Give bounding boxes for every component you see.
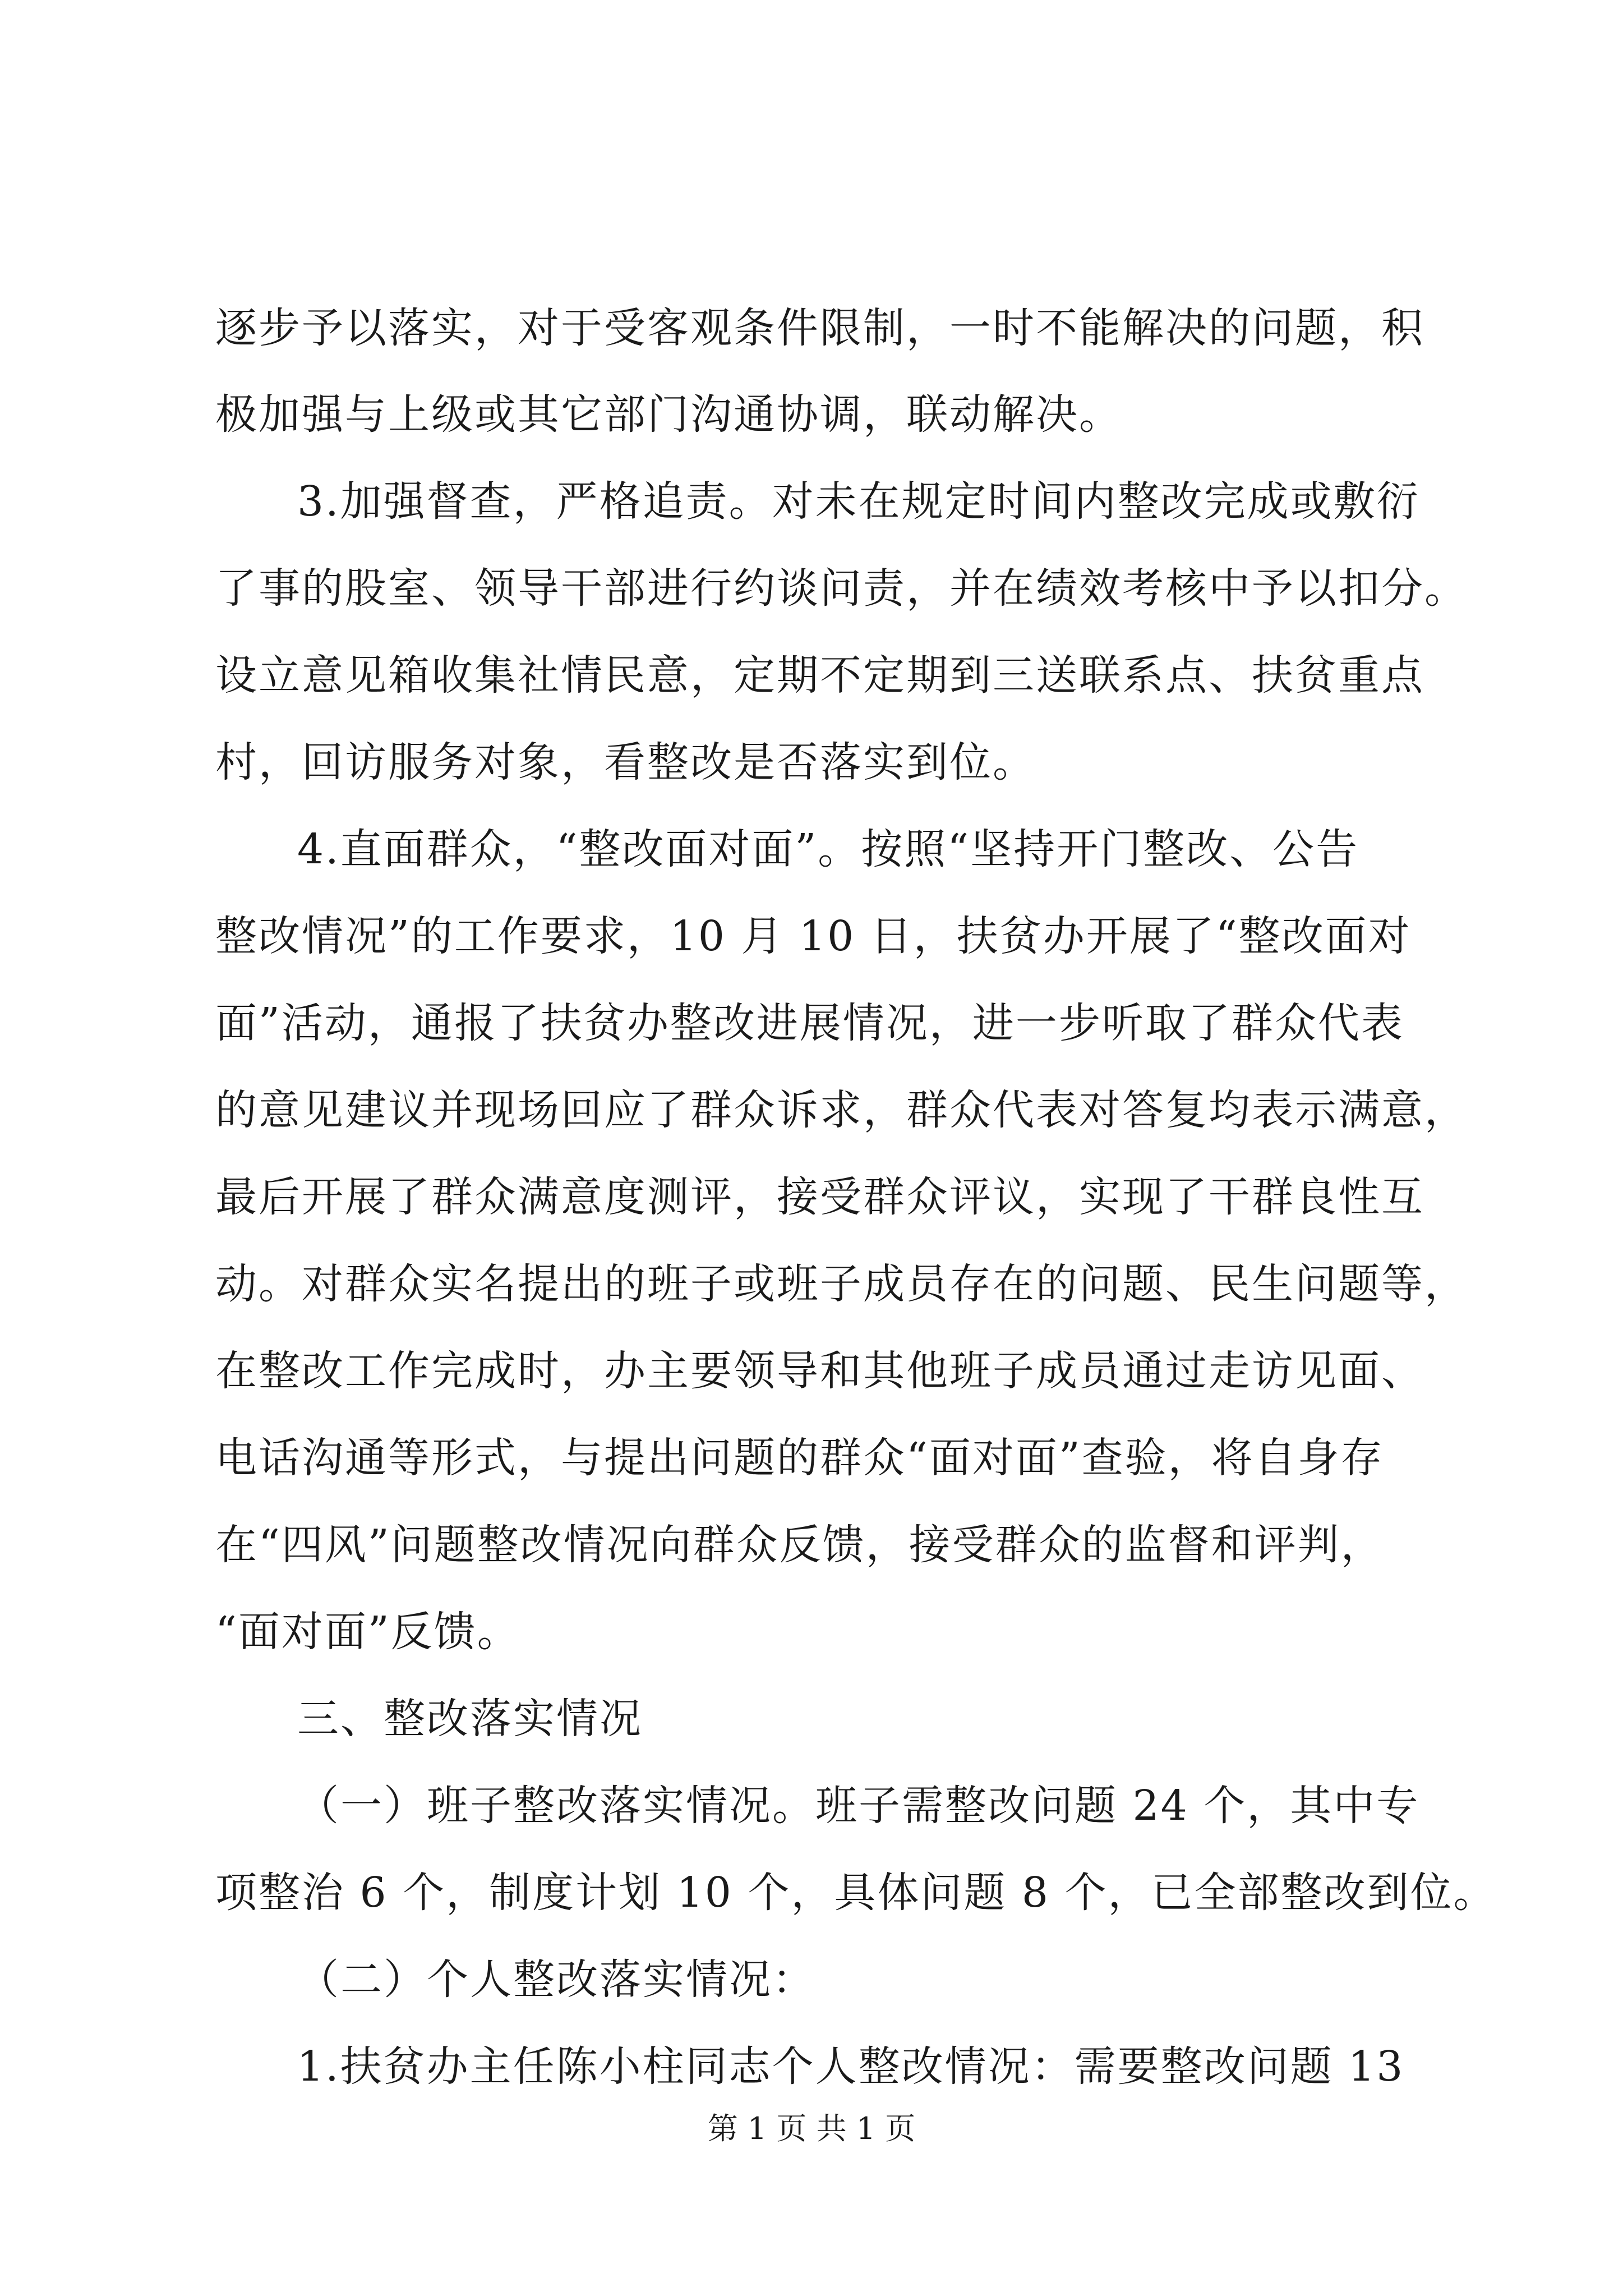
body-line: 4.直面群众，“整改面对面”。按照“坚持开门整改、公告 <box>297 825 1359 873</box>
body-line: （一）班子整改落实情况。班子需整改问题 24 个，其中专 <box>297 1782 1420 1830</box>
body-line: 逐步予以落实，对于受客观条件限制，一时不能解决的问题，积 <box>215 304 1424 352</box>
body-line: 电话沟通等形式，与提出问题的群众“面对面”查验，将自身存 <box>215 1434 1384 1482</box>
body-line: 的意见建议并现场回应了群众诉求，群众代表对答复均表示满意， <box>215 1086 1468 1134</box>
body-line: 极加强与上级或其它部门沟通协调，联动解决。 <box>215 390 1122 439</box>
body-line: 面”活动，通报了扶贫办整改进展情况，进一步听取了群众代表 <box>215 999 1404 1047</box>
body-line: “面对面”反馈。 <box>215 1608 520 1656</box>
body-line: 村，回访服务对象，看整改是否落实到位。 <box>215 738 1036 786</box>
body-line: 整改情况”的工作要求，10 月 10 日，扶贫办开展了“整改面对 <box>215 912 1412 960</box>
body-line: 动。对群众实名提出的班子或班子成员存在的问题、民生问题等， <box>215 1260 1468 1308</box>
body-line: 项整治 6 个，制度计划 10 个，具体问题 8 个，已全部整改到位。 <box>215 1869 1497 1917</box>
body-line: 3.加强督查，严格追责。对未在规定时间内整改完成或敷衍 <box>297 477 1420 526</box>
section-heading: 三、整改落实情况 <box>297 1695 643 1743</box>
body-line: 在“四风”问题整改情况向群众反馈，接受群众的监督和评判， <box>215 1521 1384 1569</box>
body-line: 在整改工作完成时，办主要领导和其他班子成员通过走访见面、 <box>215 1347 1424 1395</box>
body-line: 设立意见箱收集社情民意，定期不定期到三送联系点、扶贫重点 <box>215 651 1424 700</box>
page-footer: 第 1 页 共 1 页 <box>707 2111 916 2146</box>
body-line: 1.扶贫办主任陈小柱同志个人整改情况：需要整改问题 13 <box>297 2042 1405 2091</box>
subsection-heading: （二）个人整改落实情况： <box>297 1955 815 2004</box>
body-line: 了事的股室、领导干部进行约谈问责，并在绩效考核中予以扣分。 <box>215 564 1468 613</box>
body-line: 最后开展了群众满意度测评，接受群众评议，实现了干群良性互 <box>215 1173 1424 1221</box>
